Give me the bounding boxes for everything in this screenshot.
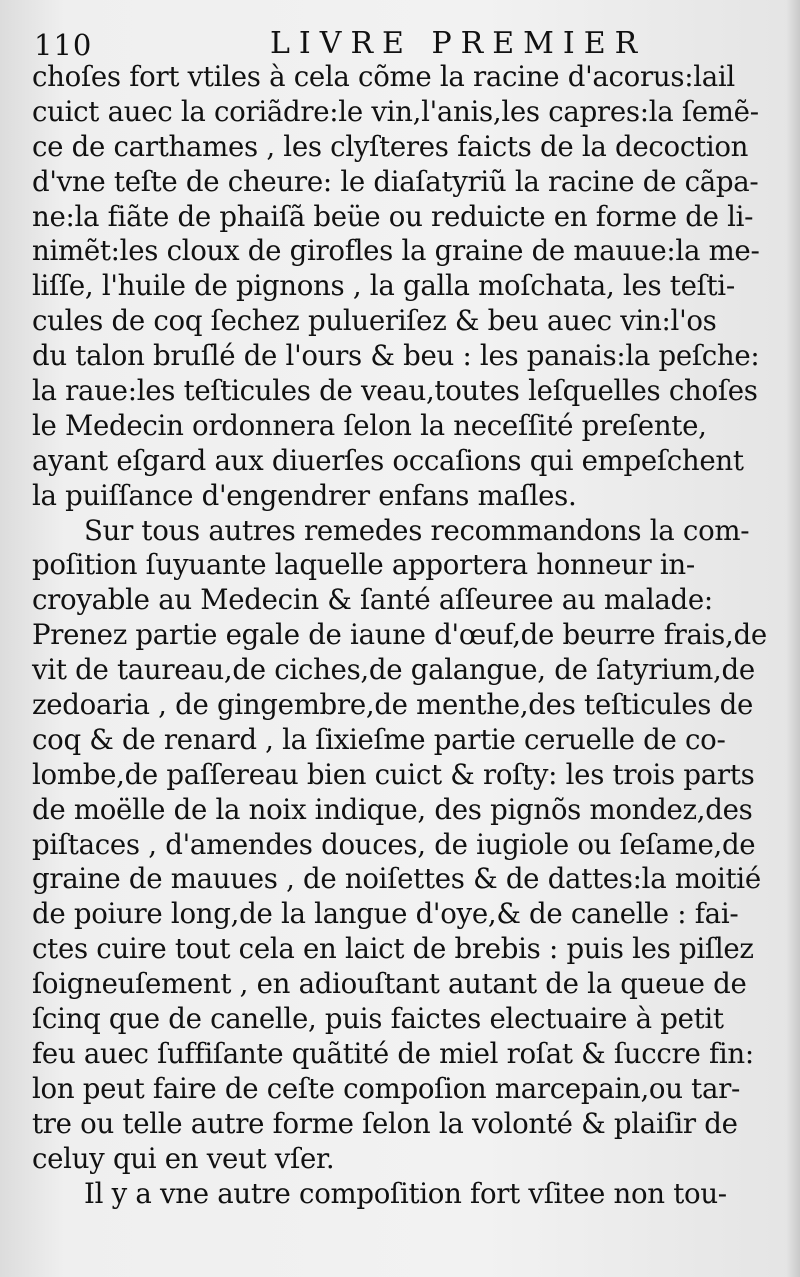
text-line: liſſe, l'huile de pignons , la galla moſchata, les teſti- — [32, 269, 735, 303]
text-line: ſoigneuſement , en adiouſtant autant de la queue de — [32, 967, 747, 1001]
text-line: poſition ſuyuante laquelle apportera honneur in- — [32, 548, 695, 582]
text-line: ce de carthames , les clyſteres faicts de la decoction — [32, 129, 749, 163]
text-line: lon peut faire de ceſte compoſion marcepain,ou tar- — [32, 1071, 741, 1105]
running-title: LIVRE PREMIER — [270, 26, 647, 61]
page-edge-shadow — [786, 0, 800, 1277]
text-line: cules de coq ſechez pulueriſez & beu auec vin:l'os — [32, 304, 717, 338]
text-line: d'vne teſte de cheure: le diaſatyriũ la racine de cãpa- — [32, 164, 759, 198]
text-line: lombe,de paſſereau bien cuict & roſty: les trois parts — [32, 757, 755, 791]
text-line: ne:la fiãte de phaiſã beüe ou reduicte en forme de li- — [32, 199, 754, 233]
text-line: de poiure long,de la langue d'oye,& de canelle : fai- — [32, 897, 739, 931]
text-line: la puiſſance d'engendrer enfans maſles. — [32, 478, 577, 512]
body-text — [32, 60, 772, 1211]
text-line: nimẽt:les cloux de girofles la graine de mauue:la me- — [32, 234, 760, 268]
text-line: zedoaria , de gingembre,de menthe,des teſticules de — [32, 688, 753, 722]
text-line: piſtaces , d'amendes douces, de iugiole ou ſeſame,de — [32, 827, 756, 861]
text-line: ſcinq que de canelle, puis faictes electuaire à petit — [32, 1002, 724, 1036]
text-line: ctes cuire tout cela en laict de brebis : puis les piſlez — [32, 932, 754, 966]
text-line: coq & de renard , la ſixieſme partie ceruelle de co- — [32, 722, 726, 756]
page-number: 110 — [34, 28, 93, 62]
text-line: feu auec ſuffiſante quãtité de miel roſat & ſuccre fin: — [32, 1036, 754, 1070]
paragraph-start-line: Sur tous autres remedes recommandons la com- — [84, 513, 750, 547]
text-line: choſes fort vtiles à cela cõme la racine d'acorus:lail — [32, 60, 735, 93]
text-line: du talon bruſlé de l'ours & beu : les panais:la peſche: — [32, 339, 760, 373]
text-line: croyable au Medecin & ſanté aſſeuree au malade: — [32, 583, 713, 617]
text-line: vit de taureau,de ciches,de galangue, de ſatyrium,de — [32, 653, 755, 687]
text-line: ayant eſgard aux diuerſes occaſions qui empeſchent — [32, 443, 744, 477]
text-line: celuy qui en veut vſer. — [32, 1141, 335, 1175]
paragraph-start-line: Il y a vne autre compoſition fort vſitee non tou- — [84, 1176, 727, 1210]
text-line: graine de mauues , de noiſettes & de dattes:la moitié — [32, 862, 761, 896]
text-line: Prenez partie egale de iaune d'œuf,de beurre frais,de — [32, 618, 767, 652]
text-line: tre ou telle autre forme ſelon la volonté & plaiſir de — [32, 1106, 738, 1140]
text-line: le Medecin ordonnera ſelon la neceſſité preſente, — [32, 408, 707, 442]
text-line: cuict auec la coriãdre:le vin,l'anis,les capres:la ſemẽ- — [32, 94, 759, 128]
text-line: la raue:les teſticules de veau,toutes leſquelles choſes — [32, 374, 758, 408]
text-line: de moëlle de la noix indique, des pignõs mondez,des — [32, 792, 753, 826]
